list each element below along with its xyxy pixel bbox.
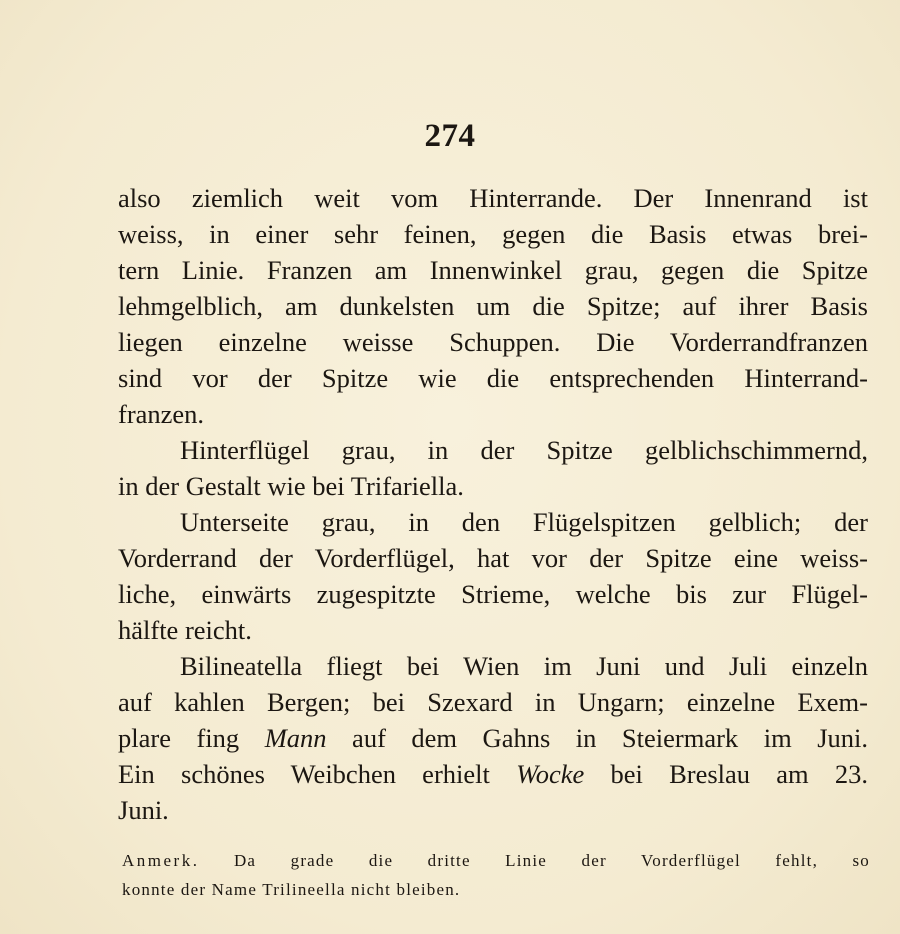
text-line: liche, einwärts zugespitzte Strieme, welche bis zur Flügel- [118, 579, 868, 609]
footnote-text: Da grade die dritte Linie der Vorderflügel fehlt, so [233, 851, 870, 870]
text-line: Unterseite grau, in den Flügelspitzen gelblich; der [180, 507, 868, 537]
text-line: Bilineatella fliegt bei Wien im Juni und Juli einzeln [180, 651, 868, 681]
text-line: sind vor der Spitze wie die entsprechenden Hinterrand- [118, 363, 868, 393]
text-line: Hinterflügel grau, in der Spitze gelblichschimmernd, [180, 435, 868, 465]
page-number: 274 [424, 118, 476, 154]
text-segment: plare fing [118, 723, 265, 753]
footnote-line [122, 846, 870, 875]
text-line-with-name [118, 720, 868, 756]
footnote-label: Anmerk. [122, 851, 200, 870]
person-name: Mann [264, 723, 327, 753]
text-line-with-name [118, 756, 868, 792]
text-line: auf kahlen Bergen; bei Szexard in Ungarn; einzelne Exem- [118, 687, 868, 717]
text-line: also ziemlich weit vom Hinterrande. Der Innenrand ist [118, 183, 868, 213]
text-segment: auf dem Gahns in Steiermark im Juni. [326, 723, 868, 753]
text-line: Vorderrand der Vorderflügel, hat vor der Spitze eine weiss- [118, 543, 868, 573]
footnote [122, 846, 870, 904]
text-line: franzen. [118, 399, 205, 429]
text-segment: Ein schönes Weibchen erhielt [118, 759, 517, 789]
text-line: weiss, in einer sehr feinen, gegen die Basis etwas brei- [118, 219, 868, 249]
text-line: lehmgelblich, am dunkelsten um die Spitze; auf ihrer Basis [118, 291, 868, 321]
text-line: Juni. [118, 795, 169, 825]
person-name: Wocke [516, 759, 585, 789]
footnote-line: konnte der Name Trilineella nicht bleiben. [122, 880, 461, 899]
text-line: tern Linie. Franzen am Innenwinkel grau, gegen die Spitze [118, 255, 868, 285]
text-line: in der Gestalt wie bei Trifariella. [118, 471, 464, 501]
text-segment: bei Breslau am 23. [584, 759, 868, 789]
text-line: liegen einzelne weisse Schuppen. Die Vorderrandfranzen [118, 327, 868, 357]
body-text [118, 180, 868, 828]
text-line: hälfte reicht. [118, 615, 252, 645]
